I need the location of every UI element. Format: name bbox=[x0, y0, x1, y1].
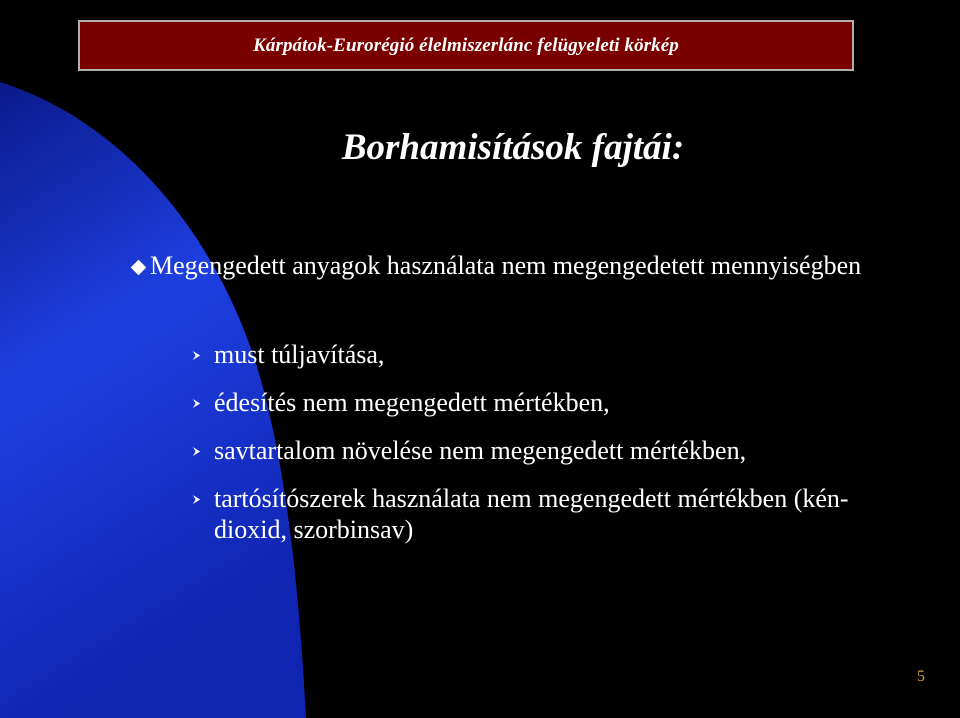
sub-bullet-text: savtartalom növelése nem megengedett mértékben, bbox=[214, 436, 747, 465]
sub-bullet-list bbox=[184, 339, 884, 545]
header-title: Kárpátok-Eurorégió élelmiszerlánc felügyeleti körkép bbox=[253, 34, 679, 56]
arrow-bullet-icon bbox=[192, 351, 201, 360]
page-number: 5 bbox=[917, 668, 925, 685]
sub-bullet-item bbox=[184, 435, 884, 466]
sub-bullet-item bbox=[184, 387, 884, 418]
arrow-bullet-icon bbox=[192, 447, 201, 456]
slide-title: Borhamisítások fajtái: bbox=[341, 127, 685, 168]
arrow-bullet-icon bbox=[192, 399, 201, 408]
sub-bullet-item bbox=[184, 339, 884, 370]
sub-bullet-item bbox=[184, 483, 884, 545]
sub-bullet-text: édesítés nem megengedett mértékben, bbox=[214, 388, 610, 417]
main-bullet bbox=[130, 250, 900, 281]
header-banner bbox=[78, 20, 854, 71]
diamond-bullet-icon bbox=[131, 260, 147, 276]
main-bullet-text: Megengedett anyagok használata nem megengedetett mennyiségben bbox=[150, 251, 862, 280]
sub-bullet-text: tartósítószerek használata nem megengedett mértékben (kén-dioxid, szorbinsav) bbox=[214, 484, 849, 544]
slide-content bbox=[130, 250, 930, 544]
sub-bullet-text: must túljavítása, bbox=[214, 340, 385, 369]
arrow-bullet-icon bbox=[192, 495, 201, 504]
